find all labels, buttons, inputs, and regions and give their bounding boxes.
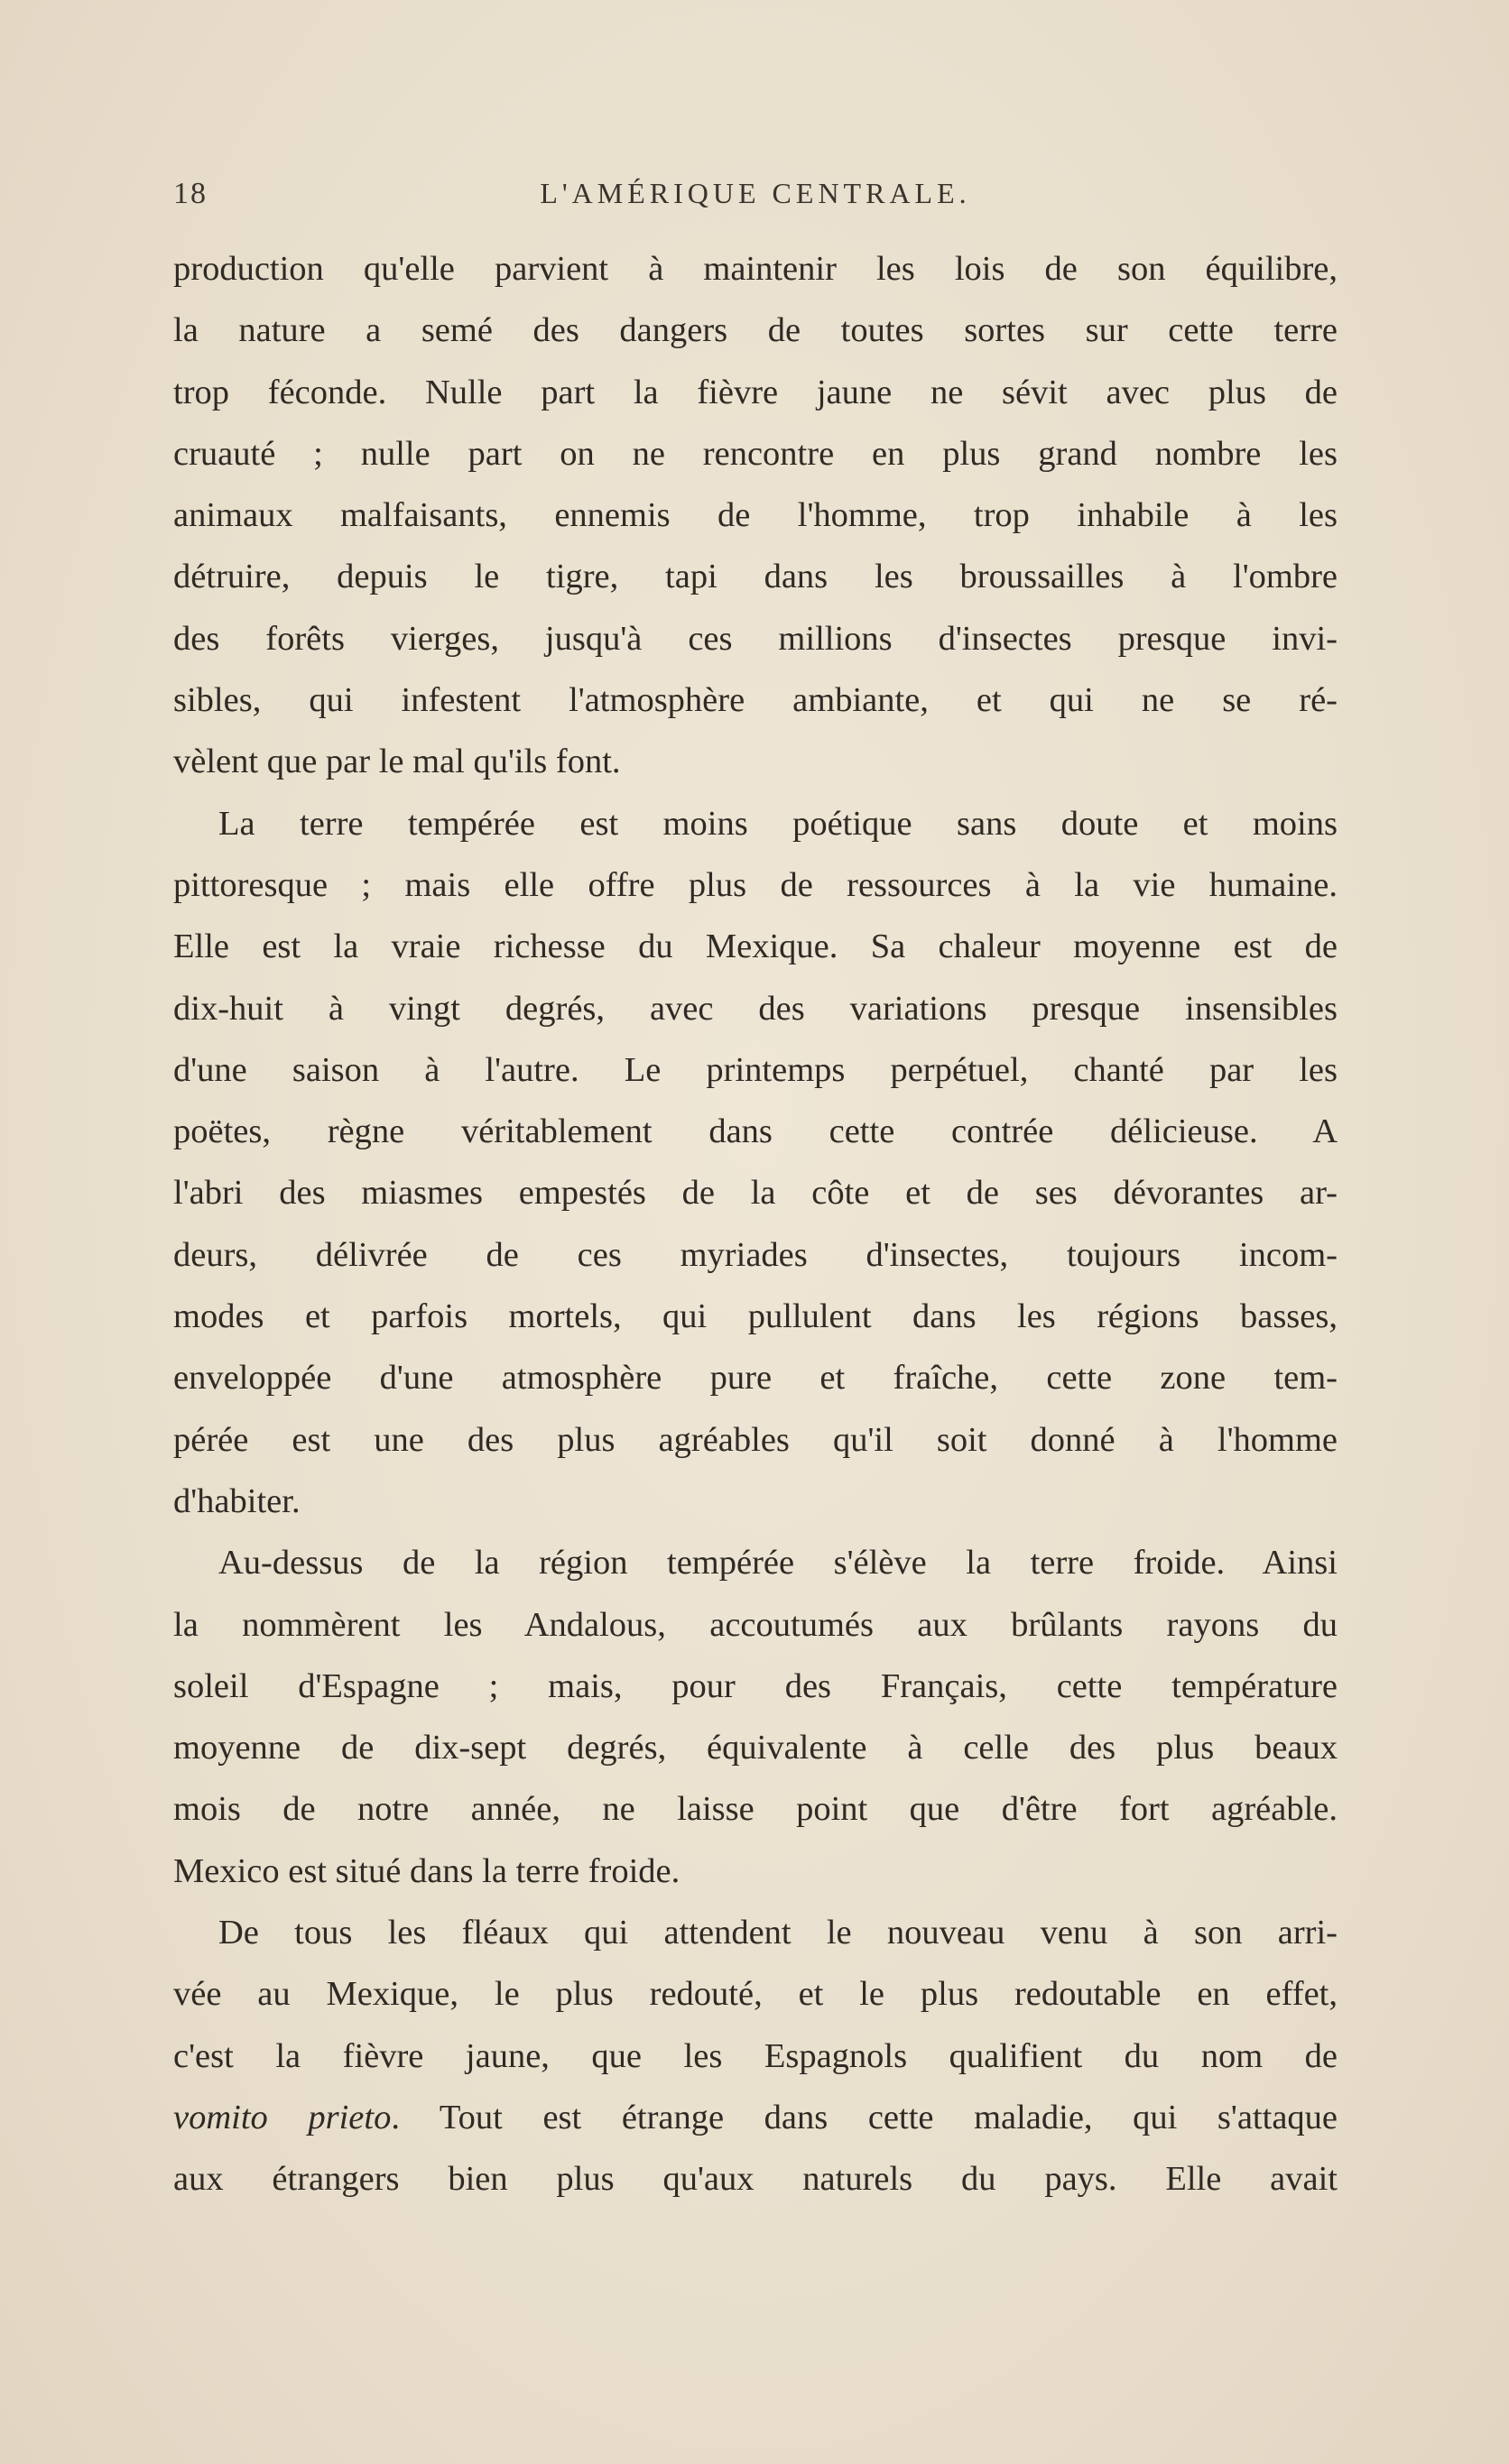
text-line: sibles, qui infestent l'atmosphère ambiante, et qui ne se ré-	[173, 681, 1338, 720]
italic-term: vomito prieto	[173, 2098, 392, 2136]
page-header	[173, 177, 1338, 231]
text-line: la nature a semé des dangers de toutes sortes sur cette terre	[173, 311, 1338, 350]
text-line: détruire, depuis le tigre, tapi dans les broussailles à l'ombre	[173, 558, 1338, 596]
text-line: De tous les fléaux qui attendent le nouveau venu à son arri-	[218, 1914, 1338, 1952]
page-number: 18	[173, 177, 208, 210]
text-line: aux étrangers bien plus qu'aux naturels du pays. Elle avait	[173, 2160, 1338, 2199]
running-head: L'AMÉRIQUE CENTRALE.	[540, 177, 971, 209]
text-line: pittoresque ; mais elle offre plus de ressources à la vie humaine.	[173, 865, 1338, 904]
text-line: poëtes, règne véritablement dans cette contrée délicieuse. A	[173, 1112, 1338, 1151]
text-line-with-italic	[173, 2087, 1338, 2148]
text-line: animaux malfaisants, ennemis de l'homme, trop inhabile à les	[173, 496, 1338, 535]
text-line: c'est la fièvre jaune, que les Espagnols qualifient du nom de	[173, 2036, 1338, 2075]
text-line: pérée est une des plus agréables qu'il soit donné à l'homme	[173, 1420, 1338, 1459]
text-line: dix-huit à vingt degrés, avec des variations presque insensibles	[173, 989, 1338, 1028]
text-line: enveloppée d'une atmosphère pure et fraîche, cette zone tem-	[173, 1359, 1338, 1398]
text-line: d'une saison à l'autre. Le printemps perpétuel, chanté par les	[173, 1050, 1338, 1089]
text-line: trop féconde. Nulle part la fièvre jaune ne sévit avec plus de	[173, 373, 1338, 411]
text-line: moyenne de dix-sept degrés, équivalente à celle des plus beaux	[173, 1729, 1338, 1767]
text-line: production qu'elle parvient à maintenir les lois de son équilibre,	[173, 250, 1338, 288]
text-line: des forêts vierges, jusqu'à ces millions d'insectes presque invi-	[173, 619, 1338, 658]
text-line: d'habiter.	[173, 1481, 301, 1520]
text-line: La terre tempérée est moins poétique sans doute et moins	[218, 804, 1338, 843]
text-line: mois de notre année, ne laisse point que d'être fort agréable.	[173, 1790, 1338, 1829]
text-line: modes et parfois mortels, qui pullulent dans les régions basses,	[173, 1297, 1338, 1336]
text-line: cruauté ; nulle part on ne rencontre en plus grand nombre les	[173, 434, 1338, 473]
text-line: vée au Mexique, le plus redouté, et le plus redoutable en effet,	[173, 1975, 1338, 2014]
text-line: la nommèrent les Andalous, accoutumés aux brûlants rayons du	[173, 1605, 1338, 1644]
text-line: Elle est la vraie richesse du Mexique. Sa chaleur moyenne est de	[173, 927, 1338, 966]
text-line: Mexico est situé dans la terre froide.	[173, 1851, 680, 1890]
text-line: vèlent que par le mal qu'ils font.	[173, 743, 621, 781]
text-line: deurs, délivrée de ces myriades d'insectes, toujours incom-	[173, 1235, 1338, 1274]
text-line: Au-dessus de la région tempérée s'élève la terre froide. Ainsi	[218, 1544, 1338, 1583]
text-line: soleil d'Espagne ; mais, pour des Français, cette température	[173, 1666, 1338, 1705]
body-text	[173, 238, 1338, 2210]
text-fragment: . Tout est étrange dans cette maladie, qui s'attaque	[391, 2098, 1338, 2136]
text-line: l'abri des miasmes empestés de la côte et de ses dévorantes ar-	[173, 1174, 1338, 1213]
